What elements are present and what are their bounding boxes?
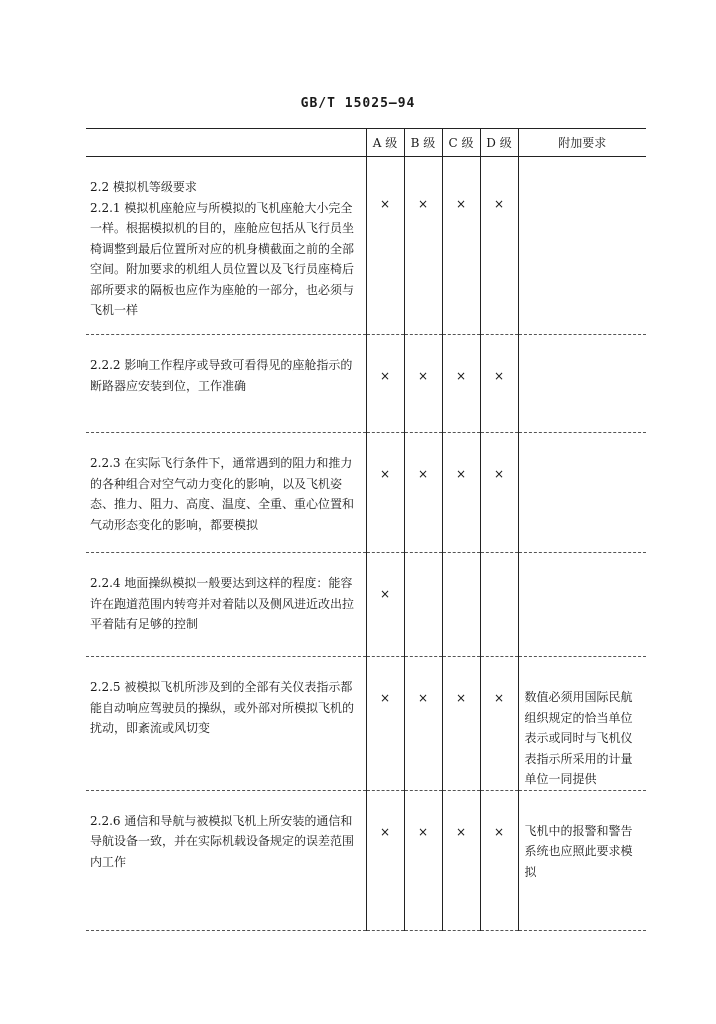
requirements-table xyxy=(86,128,646,931)
header-clause xyxy=(86,129,366,157)
clause-cell xyxy=(86,433,366,553)
header-grade-b: B 级 xyxy=(404,129,442,157)
grade-a-mark: × xyxy=(366,335,404,433)
grade-c-mark xyxy=(442,553,480,657)
clause-text: 2.2.6 通信和导航与被模拟飞机上所安装的通信和导航设备一致，并在实际机载设备规定的误差范围内工作 xyxy=(90,813,355,869)
grade-b-mark xyxy=(404,553,442,657)
table-row xyxy=(86,657,646,791)
grade-a-mark: × xyxy=(366,790,404,930)
table-row xyxy=(86,433,646,553)
table-row xyxy=(86,157,646,335)
additional-requirement: 数值必须用国际民航组织规定的恰当单位表示或同时与飞机仪表指示所采用的计量单位一同提供 xyxy=(518,657,646,791)
grade-a-mark: × xyxy=(366,657,404,791)
grade-a-mark: × xyxy=(366,157,404,335)
grade-c-mark: × xyxy=(442,657,480,791)
section-heading: 2.2 模拟机等级要求 xyxy=(90,180,197,194)
header-additional-requirements: 附加要求 xyxy=(518,129,646,157)
grade-b-mark: × xyxy=(404,157,442,335)
grade-d-mark: × xyxy=(480,157,518,335)
clause-cell xyxy=(86,790,366,930)
table-row xyxy=(86,335,646,433)
grade-c-mark: × xyxy=(442,790,480,930)
table-row xyxy=(86,790,646,930)
grade-b-mark: × xyxy=(404,790,442,930)
grade-d-mark: × xyxy=(480,657,518,791)
clause-text: 2.2.4 地面操纵模拟一般要达到这样的程度：能容许在跑道范围内转弯并对着陆以及侧风进近改出拉平着陆有足够的控制 xyxy=(90,576,355,631)
clause-cell xyxy=(86,335,366,433)
clause-text: 2.2.2 影响工作程序或导致可看得见的座舱指示的断路器应安装到位，工作准确 xyxy=(90,358,353,393)
grade-c-mark: × xyxy=(442,335,480,433)
additional-requirement xyxy=(518,433,646,553)
additional-requirement xyxy=(518,157,646,335)
header-grade-c: C 级 xyxy=(442,129,480,157)
clause-text: 2.2.3 在实际飞行条件下，通常遇到的阻力和推力的各种组合对空气动力变化的影响，以及飞机姿态、推力、阻力、高度、温度、全重、重心位置和气动形态变化的影响，都要模拟 xyxy=(90,456,355,532)
grade-d-mark xyxy=(480,553,518,657)
grade-c-mark: × xyxy=(442,433,480,553)
grade-d-mark: × xyxy=(480,335,518,433)
grade-a-mark: × xyxy=(366,553,404,657)
grade-d-mark: × xyxy=(480,790,518,930)
header-grade-d: D 级 xyxy=(480,129,518,157)
grade-b-mark: × xyxy=(404,657,442,791)
header-grade-a: A 级 xyxy=(366,129,404,157)
table-row xyxy=(86,553,646,657)
additional-requirement xyxy=(518,335,646,433)
grade-a-mark: × xyxy=(366,433,404,553)
additional-requirement xyxy=(518,553,646,657)
clause-text: 2.2.5 被模拟飞机所涉及到的全部有关仪表指示都能自动响应驾驶员的操纵，或外部对所模拟飞机的扰动，即紊流或风切变 xyxy=(90,680,355,735)
additional-requirement: 飞机中的报警和警告系统也应照此要求模拟 xyxy=(518,790,646,930)
grade-b-mark: × xyxy=(404,335,442,433)
grade-d-mark: × xyxy=(480,433,518,553)
clause-cell xyxy=(86,553,366,657)
grade-b-mark: × xyxy=(404,433,442,553)
table-header-row xyxy=(86,129,646,157)
document-code-header: GB/T 15025—94 xyxy=(300,96,416,111)
clause-text: 2.2.1 模拟机座舱应与所模拟的飞机座舱大小完全一样。根据模拟机的目的，座舱应包括从飞行员坐椅调整到最后位置所对应的机身横截面之前的全部空间。附加要求的机组人员位置以及飞行员座椅后部所要求的隔板也应作为座舱的一部分，也必须与飞机一样 xyxy=(90,200,355,317)
grade-c-mark: × xyxy=(442,157,480,335)
clause-cell xyxy=(86,157,366,335)
clause-cell xyxy=(86,657,366,791)
